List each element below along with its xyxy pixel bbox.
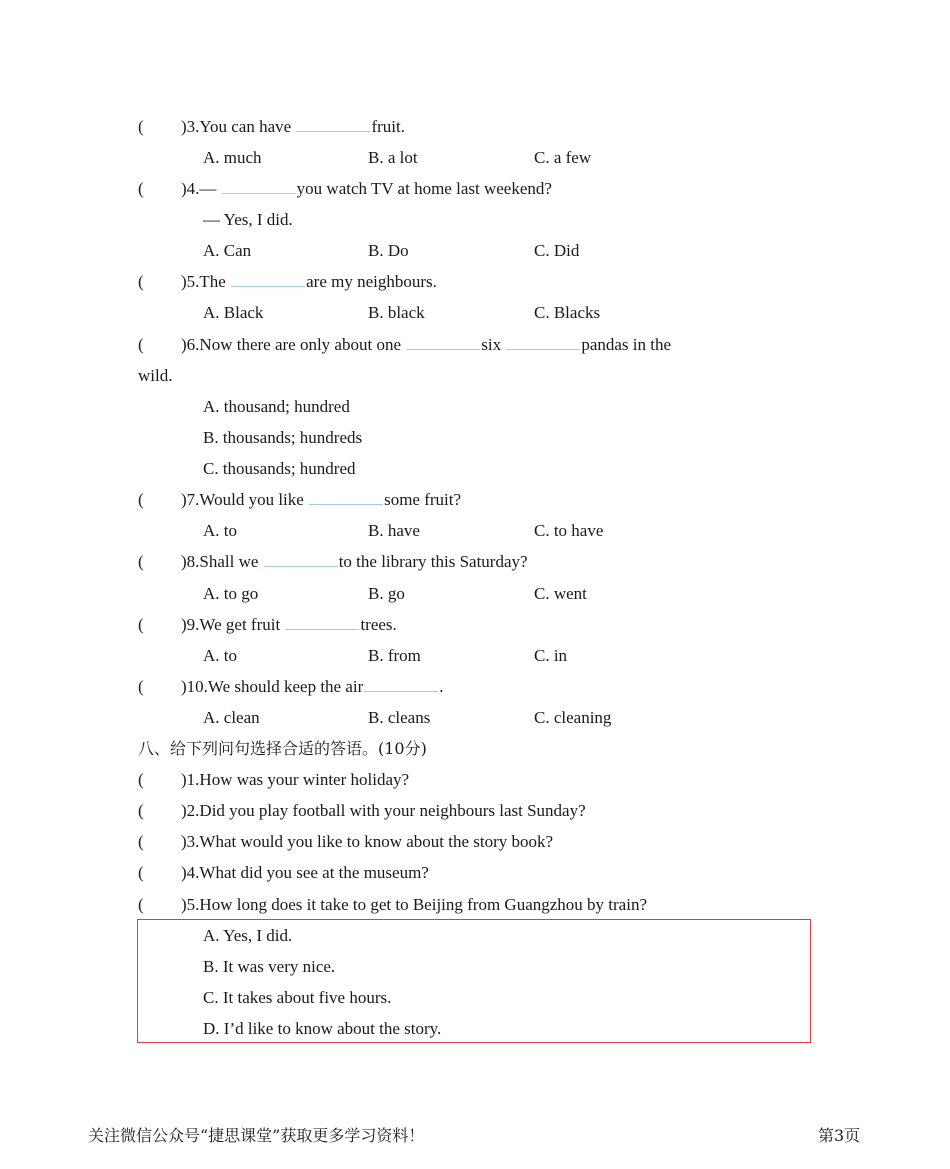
question-text: 3.What would you like to know about the story book?	[186, 832, 554, 851]
option-c: C. thousands; hundred	[203, 459, 356, 478]
question-text: 4.—	[186, 179, 221, 198]
question-text: 5.How long does it take to get to Beijing from Guangzhou by train?	[186, 895, 647, 914]
option-c: C. Blacks	[534, 303, 601, 322]
question-text: 2.Did you play football with your neighbours last Sunday?	[186, 801, 586, 820]
question-text-wrap: wild.	[138, 366, 173, 385]
question-text-end: trees.	[360, 615, 397, 634]
answer-paren-open: (	[138, 832, 144, 851]
fill-blank[interactable]	[285, 628, 359, 630]
fill-blank-1[interactable]	[406, 348, 480, 350]
question-text: 7.Would you like	[186, 490, 309, 509]
answer-paren-close: )	[181, 801, 187, 820]
answer-paren-close: )	[181, 863, 187, 882]
question-text-end: .	[439, 677, 444, 696]
answer-paren-open: (	[138, 801, 144, 820]
answer-paren-close: )	[181, 552, 187, 571]
option-b: B. go	[368, 584, 405, 603]
question-text-end: you watch TV at home last weekend?	[296, 179, 552, 198]
answer-paren-close: )	[181, 832, 187, 851]
question-text-end: some fruit?	[384, 490, 462, 509]
page-number: 第3页	[818, 1126, 861, 1145]
option-b: B. thousands; hundreds	[203, 428, 363, 447]
answer-paren-open: (	[138, 677, 144, 696]
option-b: B. black	[368, 303, 425, 322]
answer-d: D. I’d like to know about the story.	[203, 1019, 442, 1038]
answer-paren-open: (	[138, 552, 144, 571]
answer-paren-close: )	[181, 117, 187, 136]
option-c: C. a few	[534, 148, 592, 167]
option-a: A. to go	[203, 584, 259, 603]
question-text-end: fruit.	[371, 117, 405, 136]
answer-paren-open: (	[138, 335, 144, 354]
answer-paren-close: )	[181, 490, 187, 509]
answer-c: C. It takes about five hours.	[203, 988, 392, 1007]
option-a: A. Can	[203, 241, 252, 260]
question-text-end: to the library this Saturday?	[338, 552, 528, 571]
answer-b: B. It was very nice.	[203, 957, 336, 976]
option-a: A. to	[203, 646, 237, 665]
option-b: B. from	[368, 646, 421, 665]
option-a: A. to	[203, 521, 237, 540]
answer-paren-open: (	[138, 490, 144, 509]
option-c: C. went	[534, 584, 587, 603]
answer-paren-close: )	[181, 272, 187, 291]
answer-paren-open: (	[138, 863, 144, 882]
option-c: C. cleaning	[534, 708, 612, 727]
answer-paren-close: )	[181, 179, 187, 198]
fill-blank[interactable]	[364, 690, 438, 692]
answer-paren-open: (	[138, 179, 144, 198]
answer-paren-close: )	[181, 335, 187, 354]
question-text: 10.We should keep the air	[186, 677, 364, 696]
answer-paren-open: (	[138, 272, 144, 291]
option-b: B. a lot	[368, 148, 418, 167]
question-text: 8.Shall we	[186, 552, 263, 571]
section-heading: 八、给下列问句选择合适的答语。(10分)	[138, 739, 427, 758]
option-a: A. much	[203, 148, 262, 167]
question-text: 9.We get fruit	[186, 615, 285, 634]
question-text-end: pandas in the	[581, 335, 672, 354]
question-text: 1.How was your winter holiday?	[186, 770, 410, 789]
fill-blank[interactable]	[222, 192, 296, 194]
option-c: C. in	[534, 646, 568, 665]
question-text: 6.Now there are only about one	[186, 335, 406, 354]
fill-blank[interactable]	[231, 285, 305, 287]
option-c: C. to have	[534, 521, 604, 540]
fill-blank[interactable]	[264, 565, 338, 567]
answer-paren-open: (	[138, 615, 144, 634]
answer-paren-close: )	[181, 770, 187, 789]
question-text: 3.You can have	[186, 117, 296, 136]
question-text: 5.The	[186, 272, 231, 291]
fill-blank[interactable]	[309, 503, 383, 505]
option-a: A. Black	[203, 303, 264, 322]
option-b: B. cleans	[368, 708, 431, 727]
question-text: 4.What did you see at the museum?	[186, 863, 429, 882]
answer-a: A. Yes, I did.	[203, 926, 293, 945]
footer-promo: 关注微信公众号“捷思课堂”获取更多学习资料！	[88, 1126, 425, 1145]
answer-paren-close: )	[181, 895, 187, 914]
option-b: B. Do	[368, 241, 409, 260]
option-b: B. have	[368, 521, 420, 540]
answer-paren-close: )	[181, 615, 187, 634]
reply-text: — Yes, I did.	[203, 210, 293, 229]
answer-paren-open: (	[138, 117, 144, 136]
answer-paren-open: (	[138, 895, 144, 914]
option-c: C. Did	[534, 241, 580, 260]
option-a: A. clean	[203, 708, 260, 727]
fill-blank-2[interactable]	[506, 348, 580, 350]
fill-blank[interactable]	[296, 130, 370, 132]
question-text-mid: six	[481, 335, 506, 354]
answer-paren-open: (	[138, 770, 144, 789]
option-a: A. thousand; hundred	[203, 397, 350, 416]
question-text-end: are my neighbours.	[306, 272, 437, 291]
answer-paren-close: )	[181, 677, 187, 696]
